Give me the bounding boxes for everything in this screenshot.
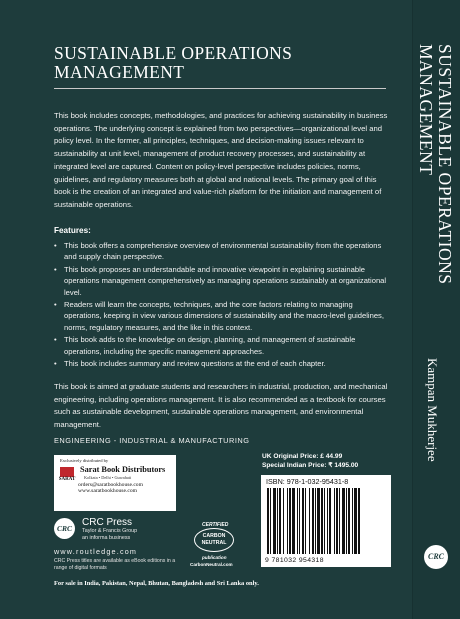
distributor-web: www.saratbookhouse.com xyxy=(78,488,137,494)
sale-territory-note: For sale in India, Pakistan, Nepal, Bhutan, Bangladesh and Sri Lanka only. xyxy=(54,580,259,587)
carbon-url: CarbonNeutral.com xyxy=(190,562,233,567)
feature-item xyxy=(54,358,390,369)
back-title-line2: MANAGEMENT xyxy=(54,62,185,82)
feature-text: This book proposes an understandable and innovative viewpoint in explaining sustainable operations management comprehensively as managing operations sustainably at organizational level. xyxy=(64,264,387,297)
feature-item xyxy=(54,264,390,298)
subject-category: ENGINEERING - INDUSTRIAL & MANUFACTURING xyxy=(54,436,250,445)
publisher-business: an informa business xyxy=(82,534,131,541)
spine-crc-logo-icon: CRC xyxy=(424,545,448,569)
sarat-logo-icon xyxy=(58,467,76,503)
barcode-digits: 9 781032 954318 xyxy=(265,557,324,564)
distributor-name: Sarat Book Distributors xyxy=(80,465,166,474)
carbon-line2: NEUTRAL xyxy=(201,540,227,546)
back-title-line1: SUSTAINABLE OPERATIONS xyxy=(54,43,293,63)
barcode-box xyxy=(261,475,391,567)
bullet-icon: • xyxy=(54,241,57,250)
carbon-certified: CERTIFIED xyxy=(202,522,229,528)
features-list xyxy=(54,240,390,370)
bullet-icon: • xyxy=(54,359,57,369)
publisher-block xyxy=(82,517,137,542)
indian-price: Special Indian Price: ₹ 1495.00 xyxy=(262,462,359,470)
uk-price: UK Original Price: £ 44.99 xyxy=(262,453,343,460)
bullet-icon: • xyxy=(54,335,57,345)
distributor-box xyxy=(54,455,176,511)
feature-text: This book includes summary and review questions at the end of each chapter. xyxy=(64,359,326,369)
feature-text: This book offers a comprehensive overview of environmental sustainability from the operations and supply chain perspective. xyxy=(64,241,382,262)
distributor-exclusive: Exclusively distributed by xyxy=(60,458,109,463)
back-title xyxy=(54,44,384,82)
isbn-label: ISBN: 978-1-032-95431-8 xyxy=(266,477,349,486)
carbon-line1: CARBON xyxy=(202,533,226,539)
spine-author: Kampan Mukherjee xyxy=(425,358,440,462)
feature-text: Readers will learn the concepts, techniques, and the core factors relating to managing operations, keeping in view various dimensions of sustainability and the macro-level guidelines, norms, regulatory measures, and the like in this context. xyxy=(64,300,384,332)
feature-item xyxy=(54,334,390,357)
crc-logo-icon: CRC xyxy=(54,518,75,539)
publisher-website: www.routledge.com xyxy=(54,547,138,556)
publisher-group: Taylor & Francis Group xyxy=(82,528,138,534)
features-heading: Features: xyxy=(54,226,91,235)
audience-paragraph: This book is aimed at graduate students and researchers in industrial, production, and mechanical engineering, including operations management. It is also recommended as a textbook for courses such as sustainable development, sustainable operations management, and environmental management. xyxy=(54,382,388,430)
bullet-icon: • xyxy=(54,264,57,274)
distributor-contact xyxy=(78,482,143,494)
distributor-email: orders@saratbookhouse.com xyxy=(78,482,143,488)
spine-title-line2: MANAGEMENT xyxy=(416,44,436,176)
carbon-neutral-icon xyxy=(194,528,234,552)
price-block xyxy=(262,452,358,470)
sarat-logo-text: SARAT xyxy=(58,477,76,482)
publisher-name: CRC Press xyxy=(82,517,133,528)
feature-item xyxy=(54,240,390,263)
carbon-publication: publication xyxy=(202,555,227,560)
spine-title-text xyxy=(416,44,454,285)
carbon-neutral-badge xyxy=(190,522,240,574)
bullet-icon: • xyxy=(54,300,57,310)
title-divider xyxy=(54,88,386,89)
spine-title-line1: SUSTAINABLE OPERATIONS xyxy=(435,44,455,285)
spine-title xyxy=(418,44,460,374)
ebook-note: CRC Press titles are available as eBook editions in a range of digital formats xyxy=(54,558,176,571)
distributor-cities: Kolkata • Delhi • Guwahati xyxy=(84,475,132,480)
feature-text: This book adds to the knowledge on design, planning, and management of sustainable operations, including the specific management approaches. xyxy=(64,335,356,356)
feature-item xyxy=(54,299,390,333)
barcode-icon xyxy=(265,488,387,556)
book-description: This book includes concepts, methodologies, and practices for achieving sustainability in business operations. The underlying concept is explained from two perspectives—organizational level and policy level. In the former, all principles, techniques, and decision-making issues relevant to sustainability at unit level, management of product recovery processes, and sustainability at integrated level are captured. Content on policy-level perspective includes policies, norms, guidelines, and regulatory measures both at global and national levels. The primary goal of this book is the creation of an integrated and value-rich platform for the initiation and management of sustainable operations. xyxy=(54,111,388,209)
